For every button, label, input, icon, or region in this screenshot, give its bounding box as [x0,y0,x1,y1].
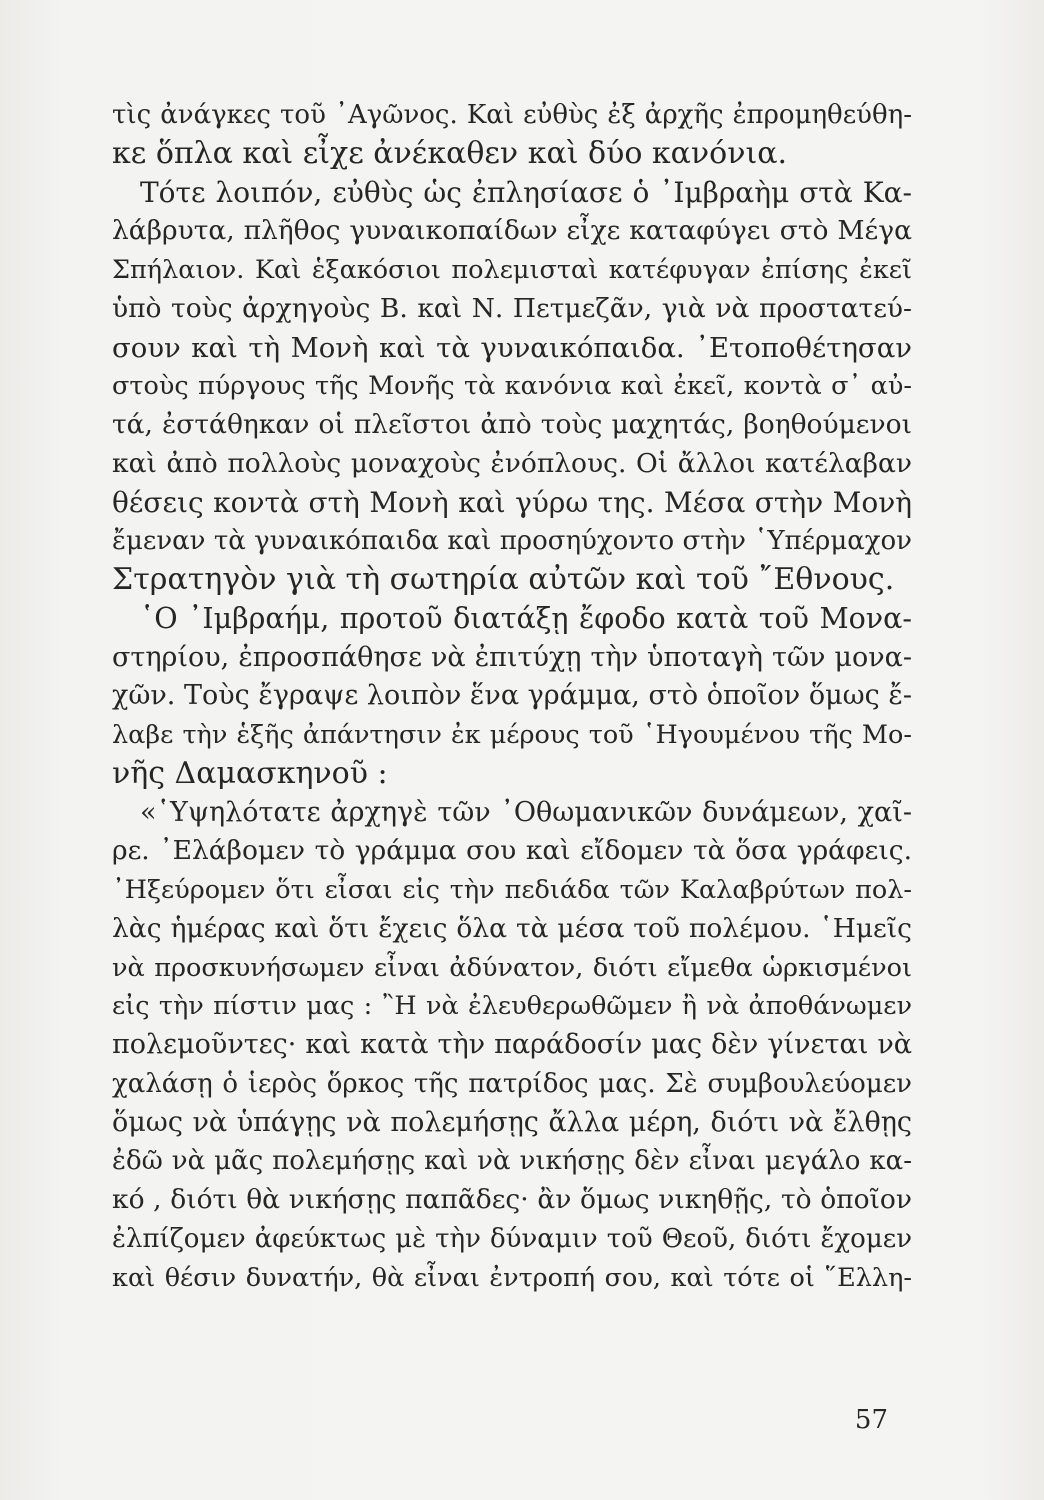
text-line: κό , διότι θὰ νικήσῃς παπᾶδες· ἂν ὅμως νικηθῇς, τὸ ὁποῖον [112,1184,912,1215]
text-line: ᾿Ηξεύρομεν ὅτι εἶσαι εἰς τὴν πεδιάδα τῶν Καλαβρύτων πολ- [112,875,912,905]
text-line: ἐλπίζομεν ἀφεύκτως μὲ τὴν δύναμιν τοῦ Θεοῦ, διότι ἔχομεν [112,1223,912,1254]
text-line: καὶ θέσιν δυνατήν, θὰ εἶναι ἐντροπή σου, καὶ τότε οἱ ῞Ελλη- [112,1262,912,1293]
text-line: ὅμως νὰ ὑπάγῃς νὰ πολεμήσῃς ἄλλα μέρη, διότι νὰ ἔλθῃς [112,1106,912,1138]
text-line: λαβε τὴν ἑξῆς ἀπάντησιν ἐκ μέρους τοῦ ῾Ηγουμένου τῆς Μο- [112,720,912,750]
text-line: σουν καὶ τὴ Μονὴ καὶ τὰ γυναικόπαιδα. ᾿Ετοποθέτησαν [112,331,912,364]
text-line: τά, ἐστάθηκαν οἱ πλεῖστοι ἀπὸ τοὺς μαχητάς, βοηθούμενοι [112,409,912,440]
text-line: Σπήλαιον. Καὶ ἑξακόσιοι πολεμισταὶ κατέφυγαν ἐπίσης ἐκεῖ [112,255,912,285]
text-line: ἐδῶ νὰ μᾶς πολεμήσῃς καὶ νὰ νικήσῃς δὲν εἶναι μεγάλο κα- [112,1146,912,1177]
text-line: νὰ προσκυνήσωμεν εἶναι ἀδύνατον, διότι εἴμεθα ὡρκισμένοι [112,952,912,983]
text-line: καὶ ἀπὸ πολλοὺς μοναχοὺς ἐνόπλους. Οἱ ἄλλοι κατέλαβαν [112,447,912,479]
text-line: «῾Υψηλότατε ἀρχηγὲ τῶν ᾿Οθωμανικῶν δυνάμεων, χαῖ- [140,796,912,828]
text-line: θέσεις κοντὰ στὴ Μονὴ καὶ γύρω της. Μέσα στὴν Μονὴ [112,485,912,519]
text-line: νῆς Δαμασκηνοῦ : [112,755,388,791]
text-line: λὰς ἡμέρας καὶ ὅτι ἔχεις ὅλα τὰ μέσα τοῦ πολέμου. ῾Ημεῖς [112,912,912,944]
text-line: τὶς ἀνάγκες τοῦ ᾿Αγῶνος. Καὶ εὐθὺς ἐξ ἀρχῆς ἐπρομηθεύθη- [112,100,912,130]
body-text [112,96,912,1297]
text-line: ἔμεναν τὰ γυναικόπαιδα καὶ προσηύχοντο στὴν ῾Υπέρμαχον [112,526,912,557]
text-line: πολεμοῦντες· καὶ κατὰ τὴν παράδοσίν μας δὲν γίνεται νὰ [112,1029,912,1060]
text-line: χῶν. Τοὺς ἔγραψε λοιπὸν ἕνα γράμμα, στὸ ὁποῖον ὅμως ἔ- [112,680,912,712]
text-line: Τότε λοιπόν, εὐθὺς ὡς ἐπλησίασε ὁ ᾿Ιμβραὴμ στὰ Κα- [140,175,912,209]
text-line: ὑπὸ τοὺς ἀρχηγοὺς Β. καὶ Ν. Πετμεζᾶν, γιὰ νὰ προστατεύ- [112,292,912,324]
text-line: στοὺς πύργους τῆς Μονῆς τὰ κανόνια καὶ ἐκεῖ, κοντὰ σ᾿ αὐ- [112,371,912,402]
text-line: Στρατηγὸν γιὰ τὴ σωτηρία αὐτῶν καὶ τοῦ ῎Εθνους. [112,562,895,597]
text-line: κε ὅπλα καὶ εἶχε ἀνέκαθεν καὶ δύο κανόνια. [112,135,788,171]
page-number: 57 [854,1405,888,1435]
text-line: ῾Ο ᾿Ιμβραήμ, προτοῦ διατάξῃ ἔφοδο κατὰ τοῦ Μονα- [140,601,912,635]
text-line: χαλάσῃ ὁ ἱερὸς ὅρκος τῆς πατρίδος μας. Σὲ συμβουλεύομεν [112,1068,912,1099]
text-line: εἰς τὴν πίστιν μας : ῍Η νὰ ἐλευθερωθῶμεν ἢ νὰ ἀποθάνωμεν [112,991,912,1022]
text-line: ρε. ᾿Ελάβομεν τὸ γράμμα σου καὶ εἴδομεν τὰ ὅσα γράφεις. [112,835,912,867]
text-line: λάβρυτα, πλῆθος γυναικοπαίδων εἶχε καταφύγει στὸ Μέγα [112,215,912,247]
text-line: στηρίου, ἐπροσπάθησε νὰ ἐπιτύχῃ τὴν ὑποταγὴ τῶν μονα- [112,641,912,673]
